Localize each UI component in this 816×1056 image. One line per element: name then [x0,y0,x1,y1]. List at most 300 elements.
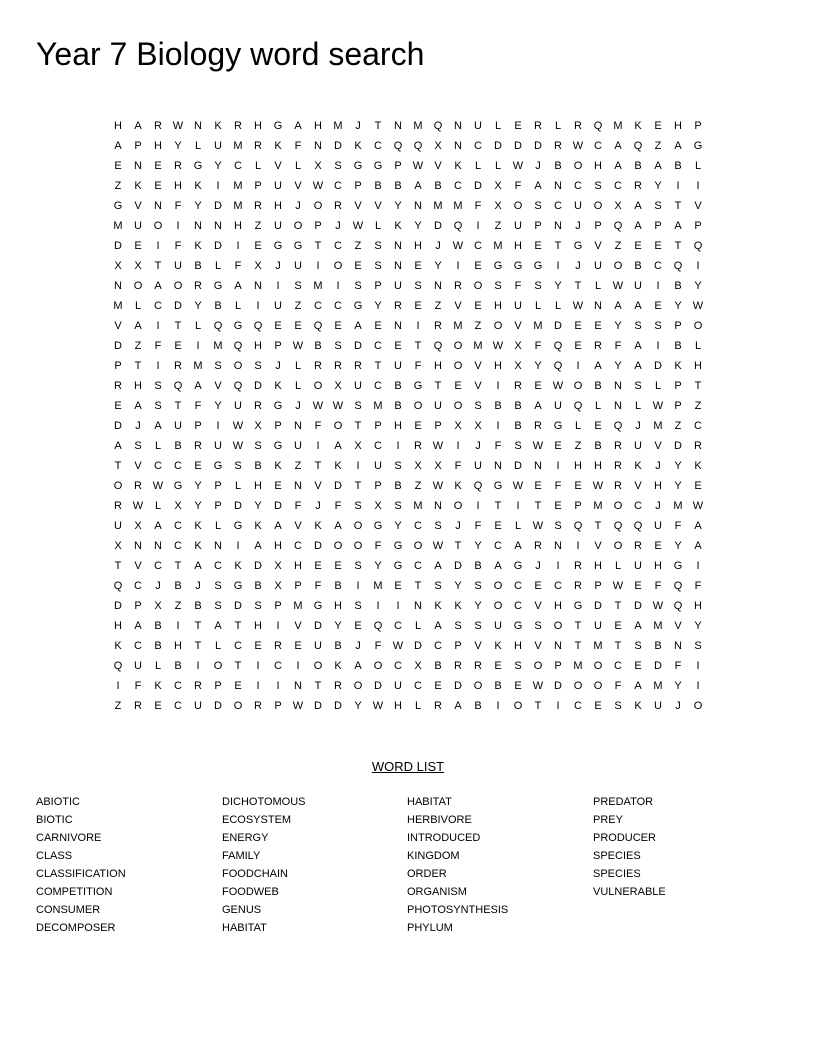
grid-letter: D [334,140,342,152]
grid-letter: I [576,540,580,552]
grid-letter: S [214,360,222,372]
grid-letter: H [654,560,662,572]
grid-letter: J [535,160,541,172]
grid-letter: D [214,700,222,712]
grid-letter: Y [614,360,622,372]
grid-letter: X [474,420,482,432]
grid-letter: C [614,660,622,672]
grid-letter: C [374,380,382,392]
grid-letter: T [594,520,602,532]
grid-letter: T [114,560,122,572]
grid-letter: I [156,240,160,252]
grid-letter: B [334,580,342,592]
grid-letter: E [534,480,542,492]
grid-letter: Z [134,340,142,352]
grid-letter: L [494,120,502,132]
grid-letter: C [474,140,482,152]
grid-letter: S [614,700,622,712]
grid-letter: R [454,280,462,292]
grid-letter: T [414,580,422,592]
grid-letter: H [314,120,322,132]
grid-letter: H [114,120,122,132]
grid-letter: Y [354,700,362,712]
grid-letter: V [294,520,302,532]
grid-letter: L [294,160,302,172]
grid-letter: M [573,660,583,672]
grid-letter: T [454,540,462,552]
grid-letter: S [474,400,482,412]
grid-letter: S [354,280,362,292]
grid-letter: J [435,240,441,252]
grid-letter: S [394,460,402,472]
grid-letter: I [696,260,700,272]
grid-letter: B [634,260,642,272]
grid-letter: D [634,600,642,612]
grid-letter: I [476,500,480,512]
word-list-item: FOODCHAIN [222,868,288,880]
grid-letter: Y [694,280,702,292]
grid-letter: L [534,300,542,312]
grid-letter: O [513,200,523,212]
grid-letter: N [214,220,222,232]
grid-letter: Z [114,180,122,192]
grid-letter: D [674,440,682,452]
grid-letter: H [594,160,602,172]
grid-letter: P [274,420,282,432]
grid-letter: C [294,540,302,552]
grid-letter: C [134,580,142,592]
grid-letter: G [553,420,563,432]
grid-letter: E [134,240,142,252]
grid-letter: H [254,340,262,352]
grid-letter: Y [414,220,422,232]
grid-letter: N [114,280,122,292]
grid-letter: E [394,580,402,592]
grid-letter: Q [593,120,603,132]
word-list-item: CONSUMER [36,904,101,916]
grid-row [108,516,708,536]
grid-letter: N [554,540,562,552]
grid-letter: C [514,580,522,592]
grid-letter: V [274,160,282,172]
grid-letter: S [254,440,262,452]
grid-letter: M [233,140,243,152]
grid-letter: I [516,500,520,512]
grid-letter: U [654,700,662,712]
grid-letter: Z [654,140,662,152]
grid-letter: I [696,680,700,692]
grid-letter: I [196,340,200,352]
grid-letter: T [694,380,702,392]
grid-letter: Z [114,700,122,712]
grid-letter: C [174,540,182,552]
grid-letter: O [113,480,123,492]
grid-letter: U [574,200,582,212]
grid-letter: U [434,400,442,412]
grid-letter: U [174,260,182,272]
word-list-item: HABITAT [407,796,452,808]
grid-letter: S [494,280,502,292]
word-list-item: PRODUCER [593,832,656,844]
grid-letter: C [334,240,342,252]
grid-letter: A [634,340,642,352]
grid-row [108,456,708,476]
grid-letter: J [135,420,141,432]
grid-letter: N [134,540,142,552]
grid-letter: N [294,680,302,692]
grid-letter: F [294,140,302,152]
grid-letter: B [434,660,442,672]
grid-letter: N [394,240,402,252]
grid-letter: W [332,400,344,412]
grid-letter: Z [574,440,582,452]
grid-letter: O [453,400,463,412]
grid-letter: E [554,440,562,452]
grid-letter: E [594,320,602,332]
grid-letter: A [254,540,262,552]
grid-letter: X [274,560,282,572]
word-list-item: HERBIVORE [407,814,472,826]
grid-letter: O [173,280,183,292]
grid-letter: H [494,300,502,312]
grid-letter: R [614,480,622,492]
grid-letter: O [373,660,383,672]
grid-letter: M [413,500,423,512]
grid-letter: Y [194,500,202,512]
grid-letter: E [614,620,622,632]
grid-letter: H [114,620,122,632]
grid-letter: E [654,120,662,132]
grid-letter: M [653,620,663,632]
grid-letter: Q [313,320,323,332]
grid-letter: L [294,360,302,372]
grid-letter: O [493,320,503,332]
grid-letter: N [294,420,302,432]
grid-letter: J [655,500,661,512]
grid-row [108,156,708,176]
grid-letter: W [652,400,664,412]
grid-letter: E [494,660,502,672]
grid-letter: F [614,680,622,692]
grid-letter: R [274,640,282,652]
grid-letter: Z [294,460,302,472]
word-list-column-1 [36,793,216,937]
grid-letter: M [473,340,483,352]
grid-letter: U [634,560,642,572]
grid-letter: T [574,620,582,632]
grid-letter: H [574,460,582,472]
grid-letter: B [154,620,162,632]
grid-letter: N [134,160,142,172]
grid-letter: A [534,400,542,412]
grid-letter: E [114,400,122,412]
grid-letter: I [276,620,280,632]
grid-letter: C [414,560,422,572]
grid-letter: A [334,520,342,532]
grid-letter: R [254,400,262,412]
grid-letter: E [634,580,642,592]
grid-row [108,536,708,556]
grid-letter: D [214,200,222,212]
grid-letter: E [494,520,502,532]
grid-letter: B [554,160,562,172]
word-list-item: HABITAT [222,922,267,934]
grid-letter: X [134,260,142,272]
word-list-item: PREDATOR [593,796,654,808]
grid-letter: I [156,320,160,332]
grid-letter: M [233,200,243,212]
grid-letter: X [514,340,522,352]
grid-letter: K [194,540,202,552]
grid-letter: N [414,600,422,612]
grid-row [108,696,708,716]
grid-letter: D [174,300,182,312]
grid-letter: X [494,200,502,212]
grid-letter: G [293,240,303,252]
grid-letter: E [294,640,302,652]
grid-letter: U [314,640,322,652]
grid-letter: I [256,300,260,312]
grid-letter: F [294,500,302,512]
grid-letter: E [234,680,242,692]
grid-letter: H [274,200,282,212]
grid-letter: D [534,140,542,152]
grid-letter: G [573,240,583,252]
grid-letter: A [134,120,142,132]
grid-letter: X [514,360,522,372]
grid-letter: M [453,200,463,212]
grid-letter: D [334,480,342,492]
grid-letter: I [316,440,320,452]
grid-letter: K [274,140,282,152]
grid-letter: S [634,380,642,392]
grid-letter: Y [474,540,482,552]
grid-letter: Y [674,300,682,312]
grid-letter: J [575,260,581,272]
grid-letter: T [354,480,362,492]
grid-letter: L [294,380,302,392]
grid-letter: P [274,600,282,612]
grid-letter: I [376,600,380,612]
grid-letter: H [274,540,282,552]
grid-letter: K [274,380,282,392]
grid-letter: M [213,340,223,352]
grid-letter: H [514,640,522,652]
grid-letter: B [394,400,402,412]
grid-row [108,396,708,416]
grid-letter: W [292,700,304,712]
grid-letter: I [316,260,320,272]
grid-letter: C [634,500,642,512]
grid-letter: N [254,280,262,292]
grid-letter: I [556,260,560,272]
grid-letter: L [694,340,702,352]
grid-letter: D [354,340,362,352]
grid-letter: W [432,440,444,452]
grid-row [108,436,708,456]
grid-letter: K [234,560,242,572]
grid-letter: G [373,520,383,532]
grid-letter: C [454,180,462,192]
grid-letter: D [214,240,222,252]
grid-letter: I [196,660,200,672]
grid-letter: H [174,180,182,192]
grid-letter: F [654,580,662,592]
grid-letter: D [594,600,602,612]
grid-letter: P [354,180,362,192]
grid-letter: K [194,520,202,532]
grid-letter: N [614,400,622,412]
word-list-item: FAMILY [222,850,261,862]
grid-letter: L [254,160,262,172]
grid-letter: B [474,560,482,572]
grid-letter: K [674,360,682,372]
grid-letter: Q [373,620,383,632]
grid-letter: F [474,200,482,212]
grid-letter: J [655,460,661,472]
grid-letter: R [334,680,342,692]
grid-letter: V [134,200,142,212]
grid-letter: K [634,120,642,132]
grid-letter: T [534,700,542,712]
grid-letter: A [594,360,602,372]
grid-letter: N [454,120,462,132]
grid-letter: Q [473,480,483,492]
grid-letter: Q [613,420,623,432]
grid-letter: Q [253,320,263,332]
word-list-item: DECOMPOSER [36,922,116,934]
grid-letter: Q [213,320,223,332]
grid-letter: T [614,640,622,652]
grid-letter: Q [233,380,243,392]
grid-letter: S [354,600,362,612]
grid-letter: L [614,560,622,572]
grid-letter: N [554,220,562,232]
grid-letter: D [654,660,662,672]
grid-letter: Z [694,400,702,412]
grid-letter: O [613,500,623,512]
grid-letter: L [374,220,382,232]
grid-letter: T [174,400,182,412]
grid-letter: G [273,400,283,412]
grid-letter: D [274,500,282,512]
grid-letter: U [374,460,382,472]
grid-letter: U [174,420,182,432]
grid-letter: V [134,460,142,472]
grid-letter: T [534,500,542,512]
grid-letter: Q [433,340,443,352]
grid-letter: K [214,120,222,132]
grid-letter: N [294,480,302,492]
grid-letter: B [494,400,502,412]
grid-letter: O [233,700,243,712]
grid-letter: C [334,180,342,192]
grid-letter: V [454,300,462,312]
grid-letter: O [593,680,603,692]
grid-letter: F [454,460,462,472]
grid-letter: T [614,600,622,612]
grid-letter: E [294,320,302,332]
grid-letter: Y [194,300,202,312]
grid-letter: N [494,460,502,472]
grid-letter: R [234,120,242,132]
grid-letter: J [575,220,581,232]
grid-letter: R [434,320,442,332]
grid-letter: F [174,240,182,252]
grid-letter: H [254,120,262,132]
word-list-item: ECOSYSTEM [222,814,292,826]
grid-letter: M [493,240,503,252]
grid-letter: C [694,420,702,432]
grid-letter: M [373,400,383,412]
grid-letter: M [653,680,663,692]
grid-letter: I [116,680,120,692]
grid-letter: R [514,380,522,392]
grid-letter: I [476,220,480,232]
grid-letter: G [113,200,123,212]
grid-letter: O [573,380,583,392]
grid-letter: K [494,640,502,652]
grid-letter: K [634,460,642,472]
page-title: Year 7 Biology word search [36,36,425,72]
grid-letter: W [612,280,624,292]
grid-letter: R [134,480,142,492]
grid-letter: O [453,340,463,352]
grid-letter: F [374,640,382,652]
grid-letter: C [274,660,282,672]
grid-letter: P [674,320,682,332]
grid-letter: N [194,120,202,132]
grid-letter: C [654,260,662,272]
grid-letter: P [114,360,122,372]
grid-letter: A [354,320,362,332]
grid-letter: C [374,340,382,352]
word-list-column-2 [222,793,402,937]
word-list-item: INTRODUCED [407,832,481,844]
grid-letter: S [414,280,422,292]
grid-letter: P [694,220,702,232]
grid-letter: K [634,700,642,712]
grid-letter: U [494,620,502,632]
grid-letter: G [493,480,503,492]
grid-letter: F [314,420,322,432]
grid-letter: L [154,500,162,512]
grid-letter: T [194,640,202,652]
grid-letter: A [454,700,462,712]
grid-row [108,216,708,236]
grid-letter: C [154,300,162,312]
grid-letter: H [334,600,342,612]
grid-letter: B [254,580,262,592]
grid-letter: D [314,700,322,712]
grid-letter: X [134,520,142,532]
grid-letter: R [354,360,362,372]
grid-letter: J [355,120,361,132]
grid-letter: B [394,180,402,192]
grid-letter: R [254,140,262,152]
grid-letter: T [314,240,322,252]
grid-letter: V [374,200,382,212]
grid-letter: G [273,440,283,452]
grid-letter: P [454,640,462,652]
grid-letter: O [593,200,603,212]
grid-letter: E [654,540,662,552]
grid-letter: I [216,420,220,432]
grid-letter: X [154,600,162,612]
grid-letter: V [534,600,542,612]
grid-letter: B [174,440,182,452]
grid-letter: K [354,140,362,152]
